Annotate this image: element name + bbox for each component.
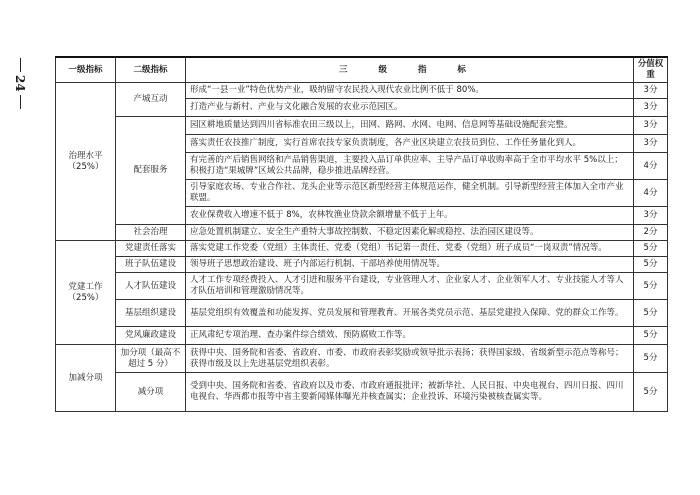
level3-cell: 领导班子思想政治建设、班子内部运行机制、干部培养使用情况等。 (186, 257, 634, 273)
page-number-dash-bottom (20, 95, 21, 109)
level3-cell: 打造产业与新村、产业与文化融合发展的农业示范园区。 (186, 99, 634, 117)
score-cell: 5分 (634, 345, 668, 373)
level3-cell: 受到中央、国务院和省委、省政府以及市委、市政府通报批评；被新华社、人民日报、中央电视台、四川日报、四川电视台、华西都市报等中省主要新闻媒体曝光并核查属实；企业投诉、环境污染被核查属实等。 (186, 373, 634, 412)
score-cell: 5分 (634, 273, 668, 300)
table-row (56, 300, 668, 327)
table-row (56, 241, 668, 257)
level2-cell: 基层组织建设 (116, 300, 186, 327)
level3-cell: 园区耕地质量达到四川省标准农田三级以上，田网、路网、水网、电网、信息网等基础设施配套完整。 (186, 117, 634, 135)
page-number-dash-top (20, 58, 21, 72)
level2-cell: 减分项 (116, 373, 186, 412)
score-cell: 5分 (634, 241, 668, 257)
header-level1: 一级指标 (56, 57, 116, 83)
level2-cell: 加分项（最高不超过 5 分） (116, 345, 186, 373)
table-row (56, 373, 668, 412)
score-cell: 2分 (634, 225, 668, 241)
score-cell: 4分 (634, 153, 668, 180)
level3-cell: 引导家庭农场、专业合作社、龙头企业等示范区新型经营主体规范运作，健全机制。引导新型经营主体加入全市产业联盟。 (186, 180, 634, 207)
table-body (56, 83, 668, 412)
level2-cell: 人才队伍建设 (116, 273, 186, 300)
level3-cell: 有完善的产后销售网络和产品销售渠道，主要投入品订单供应率、主导产品订单收购率高于全市平均水平 5%以上；积极打造“果城牌”区域公共品牌，稳步推进品牌经营。 (186, 153, 634, 180)
page-number-marker (0, 58, 40, 109)
level2-cell: 产城互动 (116, 83, 186, 117)
table-header-row (56, 57, 668, 83)
level3-cell: 正风肃纪专项治理、查办案件综合绩效、预防腐败工作等。 (186, 327, 634, 345)
level3-cell: 农业保费收入增速不低于 8%，农林牧渔业贷款余额增量不低于上年。 (186, 207, 634, 225)
score-cell: 4分 (634, 180, 668, 207)
table-row (56, 345, 668, 373)
level3-cell: 形成“一县一业”特色优势产业，吸纳留守农民投入现代农业比例不低于 80%。 (186, 83, 634, 99)
level3-cell: 落实党建工作党委（党组）主体责任、党委（党组）书记第一责任、党委（党组）班子成员“一岗双责”情况等。 (186, 241, 634, 257)
table-row (56, 83, 668, 99)
table-row (56, 257, 668, 273)
level2-cell: 班子队伍建设 (116, 257, 186, 273)
header-score: 分值权重 (634, 57, 668, 83)
level1-cell: 党建工作（25%） (56, 241, 116, 345)
header-level3: 三 级 指 标 (186, 57, 634, 83)
score-cell: 3分 (634, 207, 668, 225)
score-cell: 3分 (634, 83, 668, 99)
table-row (56, 117, 668, 135)
indicator-table (55, 56, 668, 412)
table-row (56, 225, 668, 241)
score-cell: 5分 (634, 300, 668, 327)
level2-cell: 党风廉政建设 (116, 327, 186, 345)
level2-cell: 党建责任落实 (116, 241, 186, 257)
score-cell: 5分 (634, 327, 668, 345)
level2-cell: 社会治理 (116, 225, 186, 241)
level3-cell: 应急处置机制建立、安全生产重特大事故控制数、不稳定因素化解或稳控、法治园区建设等。 (186, 225, 634, 241)
table-row (56, 327, 668, 345)
score-cell: 3分 (634, 99, 668, 117)
level3-cell: 落实责任农技推广制度，实行首席农技专家负责制度，各产业区块建立农技员到位、工作任务量化到人。 (186, 135, 634, 153)
page-number: 24 (13, 75, 27, 92)
score-cell: 3分 (634, 117, 668, 135)
level3-cell: 基层党组织有效覆盖和功能发挥、党员发展和管理教育、开展各类党员示范、基层党建投入保障、党的群众工作等。 (186, 300, 634, 327)
level1-cell: 加减分项 (56, 345, 116, 412)
score-cell: 3分 (634, 135, 668, 153)
score-cell: 5分 (634, 257, 668, 273)
level3-cell: 人才工作专项经费投入、人才引进和服务平台建设，专业管理人才、企业家人才、企业领军人才、专业技能人才等人才队伍培训和管理激励情况等。 (186, 273, 634, 300)
table-row (56, 273, 668, 300)
score-cell: 5分 (634, 373, 668, 412)
level1-cell: 治理水平（25%） (56, 83, 116, 241)
header-level2: 二级指标 (116, 57, 186, 83)
level3-cell: 获得中央、国务院和省委、省政府、市委、市政府表彰奖励或领导批示表扬；获得国家级、省级新型示范点等称号；获得市级及以上先进基层党组织表彰。 (186, 345, 634, 373)
level2-cell: 配套服务 (116, 117, 186, 225)
